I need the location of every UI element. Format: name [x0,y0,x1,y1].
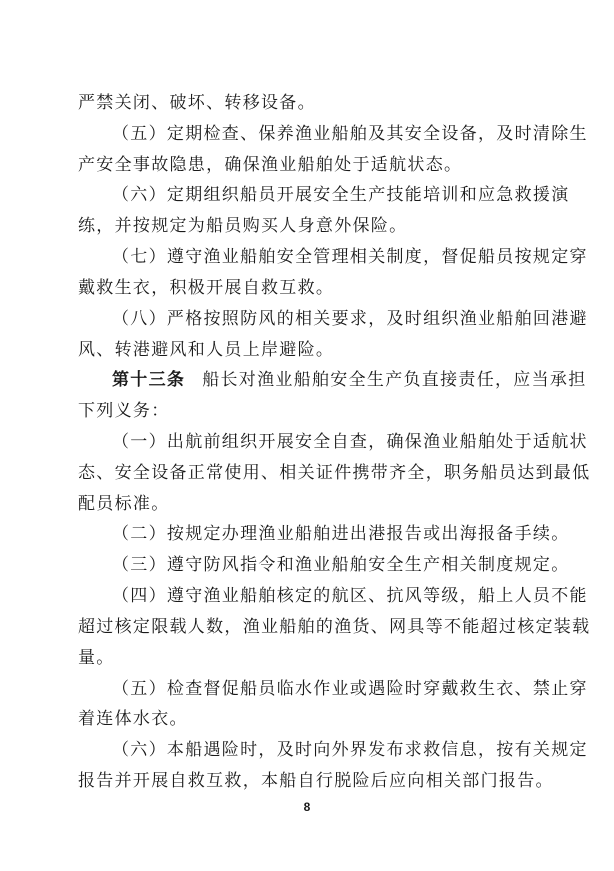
clause-8-line-1: （八）严格按照防风的相关要求，及时组织渔业船舶回港避 [112,309,588,329]
duty-6-line-2: 报告并开展自救互救，本船自行脱险后应向相关部门报告。 [78,771,554,791]
page-number: 8 [303,800,311,814]
duty-1-line-2: 态、安全设备正常使用、相关证件携带齐全，职务船员达到最低 [78,463,591,483]
clause-5-line-2: 产安全事故隐患，确保渔业船舶处于适航状态。 [78,155,463,175]
article-13-text: 船长对渔业船舶安全生产负直接责任，应当承担 [202,370,587,390]
duty-1-line-1: （一）出航前组织开展安全自查，确保渔业船舶处于适航状 [112,432,588,452]
clause-7-line-1: （七）遵守渔业船舶安全管理相关制度，督促船员按规定穿 [112,247,588,267]
text-line: 严禁关闭、破坏、转移设备。 [78,93,316,113]
article-13-line-2: 下列义务： [78,401,170,421]
clause-6-line-1: （六）定期组织船员开展安全生产技能培训和应急救援演 [112,185,570,205]
duty-4-line-2: 超过核定限载人数，渔业船舶的渔货、网具等不能超过核定装载 [78,617,591,637]
clause-7-line-2: 戴救生衣，积极开展自救互救。 [78,278,335,298]
duty-3-line-1: （三）遵守防风指令和渔业船舶安全生产相关制度规定。 [112,555,570,575]
duty-2-line-1: （二）按规定办理渔业船舶进出港报告或出海报备手续。 [112,524,570,544]
duty-1-line-3: 配员标准。 [78,494,170,514]
article-13-line-1 [112,369,587,391]
duty-6-line-1: （六）本船遇险时，及时向外界发布求救信息，按有关规定 [112,740,588,760]
clause-8-line-2: 风、转港避风和人员上岸避险。 [78,340,335,360]
clause-5-line-1: （五）定期检查、保养渔业船舶及其安全设备，及时清除生 [112,124,588,144]
clause-6-line-2: 练，并按规定为船员购买人身意外保险。 [78,216,408,236]
duty-5-line-1: （五）检查督促船员临水作业或遇险时穿戴救生衣、禁止穿 [112,679,588,699]
duty-4-line-3: 量。 [78,648,115,668]
duty-4-line-1: （四）遵守渔业船舶核定的航区、抗风等级，船上人员不能 [112,586,588,606]
article-13-heading: 第十三条 [112,370,186,390]
duty-5-line-2: 着连体水衣。 [78,709,188,729]
